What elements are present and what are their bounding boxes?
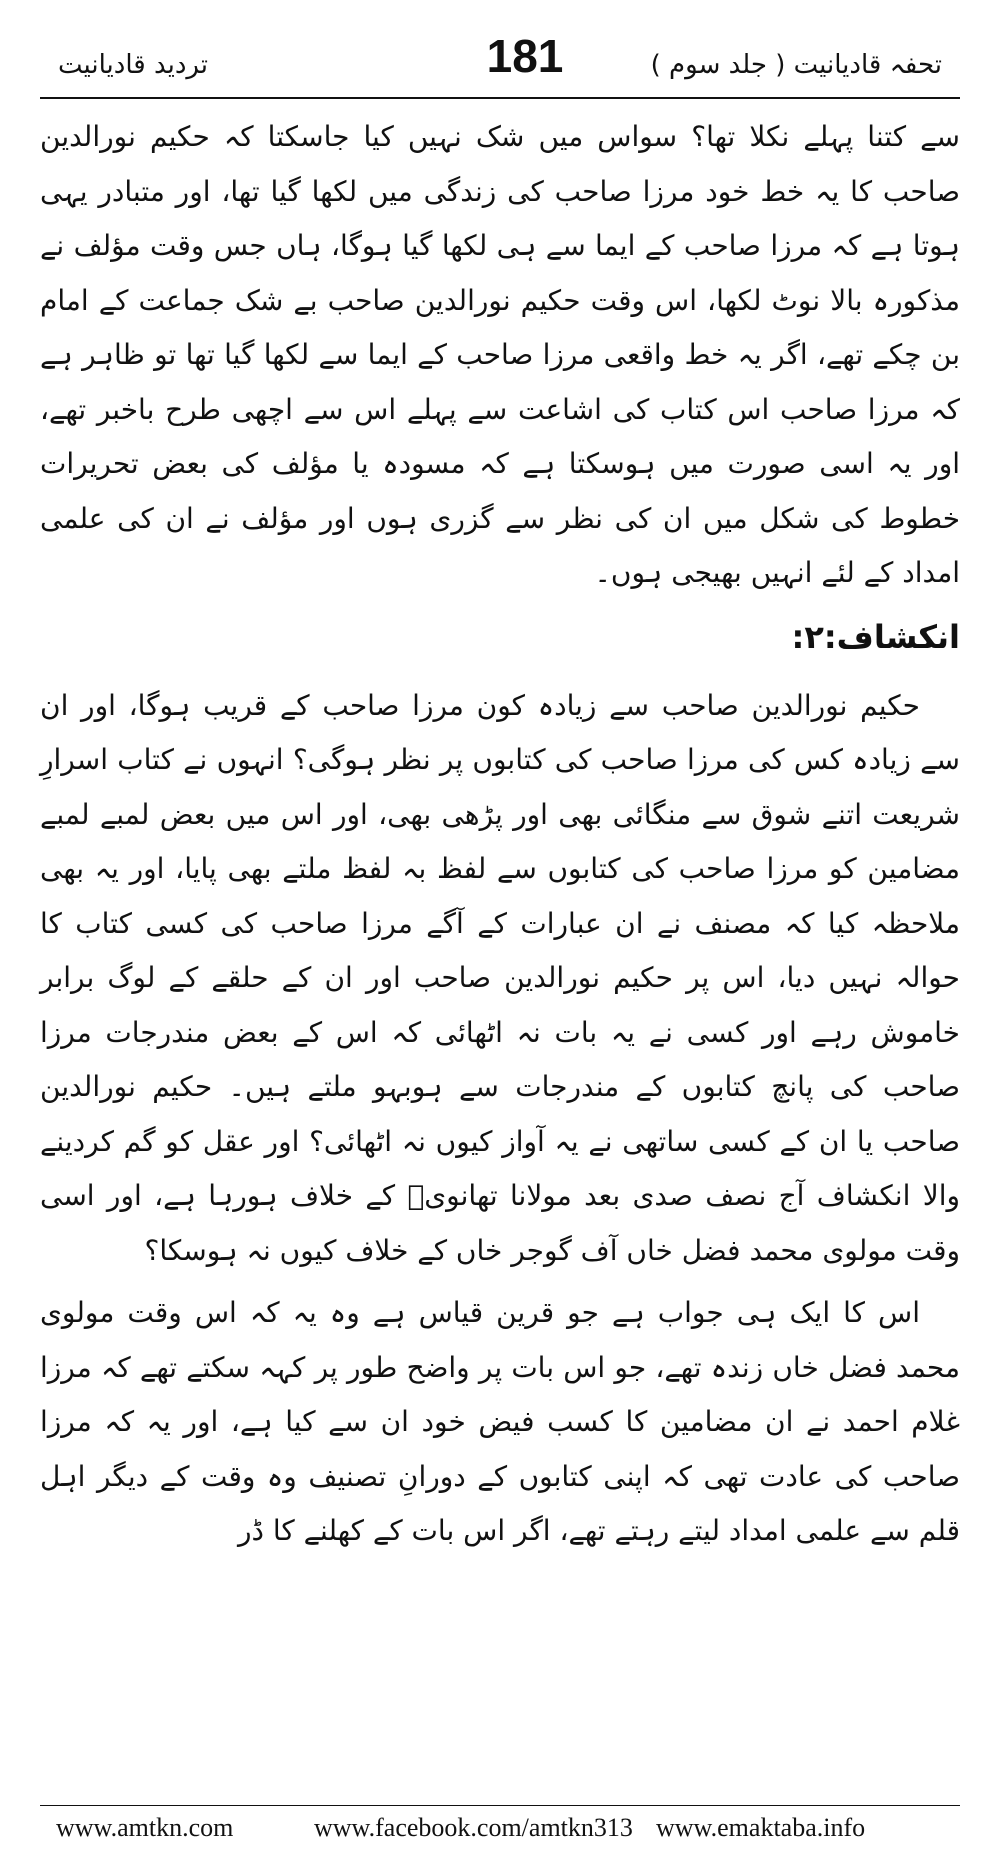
paragraph-1: سے کتنا پہلے نکلا تھا؟ سواس میں شک نہیں کیا جاسکتا کہ حکیم نورالدین صاحب کا یہ خط خود مرزا صاحب کی زندگی میں لکھا گیا تھا، اور متبادر یہی ہوتا ہے کہ مرزا صاحب کے ایما سے ہی لکھا گیا ہوگا، ہاں جس وقت مؤلف نے مذکورہ بالا نوٹ لکھا، اس وقت حکیم نورالدین صاحب بے شک جماعت کے امام بن چکے تھے، اگر یہ خط واقعی مرزا صاحب کے ایما سے لکھا گیا تھا تو ظاہر ہے کہ مرزا صاحب اس کتاب کی اشاعت سے پہلے اس سے اچھی طرح باخبر تھے، اور یہ اسی صورت میں ہوسکتا ہے کہ مسودہ یا مؤلف کی بعض تحریرات خطوط کی شکل میں ان کی نظر سے گزری ہوں اور مؤلف نے ان کی علمی امداد کے لئے انہیں بھیجی ہوں۔ bbox=[40, 120, 960, 589]
section-title: تردید قادیانیت bbox=[58, 50, 209, 80]
paragraph-2: حکیم نورالدین صاحب سے زیادہ کون مرزا صاحب کے قریب ہوگا، اور ان سے زیادہ کس کی مرزا صاحب کی کتابوں پر نظر ہوگی؟ انہوں نے کتاب اسرارِ شریعت اتنے شوق سے منگائی بھی اور پڑھی بھی، اور اس میں بعض لمبے لمبے مضامین کو مرزا صاحب کی کتابوں سے لفظ بہ لفظ ملتے بھی پایا، اور یہ بھی ملاحظہ کیا کہ مصنف نے ان عبارات کے آگے مرزا صاحب کی کسی کتاب کا حوالہ نہیں دیا، اس پر حکیم نورالدین صاحب اور ان کے حلقے کے لوگ برابر خاموش رہے اور کسی نے یہ بات نہ اٹھائی کہ اس کے بعض مندرجات مرزا صاحب کی پانچ کتابوں کے مندرجات سے ہوبہو ملتے ہیں۔ حکیم نورالدین صاحب یا ان کے کسی ساتھی نے یہ آواز کیوں نہ اٹھائی؟ اور عقل کو گم کردینے والا انکشاف آج نصف صدی بعد مولانا تھانویؒ کے خلاف ہورہا ہے، اور اسی وقت مولوی محمد فضل خاں آف گوجر خاں کے خلاف کیوں نہ ہوسکا؟ bbox=[40, 688, 960, 1267]
footer-link-amtkn[interactable]: www.amtkn.com bbox=[56, 1813, 234, 1842]
footer-link-emaktaba[interactable]: www.emaktaba.info bbox=[656, 1813, 866, 1842]
page-body bbox=[40, 110, 960, 1559]
header-divider bbox=[40, 97, 960, 99]
footer-divider bbox=[40, 1805, 960, 1806]
page-number: 181 bbox=[486, 30, 564, 82]
book-title: تحفہ قادیانیت ( جلد سوم ) bbox=[650, 50, 942, 80]
paragraph-3: اس کا ایک ہی جواب ہے جو قرین قیاس ہے وہ یہ کہ اس وقت مولوی محمد فضل خاں زندہ تھے، جو اس بات پر واضح طور پر کہہ سکتے تھے کہ مرزا غلام احمد نے ان مضامین کا کسب فیض خود ان سے کیا ہے، اور یہ کہ مرزا صاحب کی عادت تھی کہ اپنی کتابوں کے دورانِ تصنیف وہ وقت کے دیگر اہل قلم سے علمی امداد لیتے رہتے تھے، اگر اس بات کے کھلنے کا ڈر bbox=[40, 1296, 960, 1547]
page-header bbox=[58, 28, 1000, 90]
footer-link-facebook[interactable]: www.facebook.com/amtkn313 bbox=[314, 1813, 633, 1842]
section-heading: انکشاف:۲: bbox=[791, 617, 960, 656]
